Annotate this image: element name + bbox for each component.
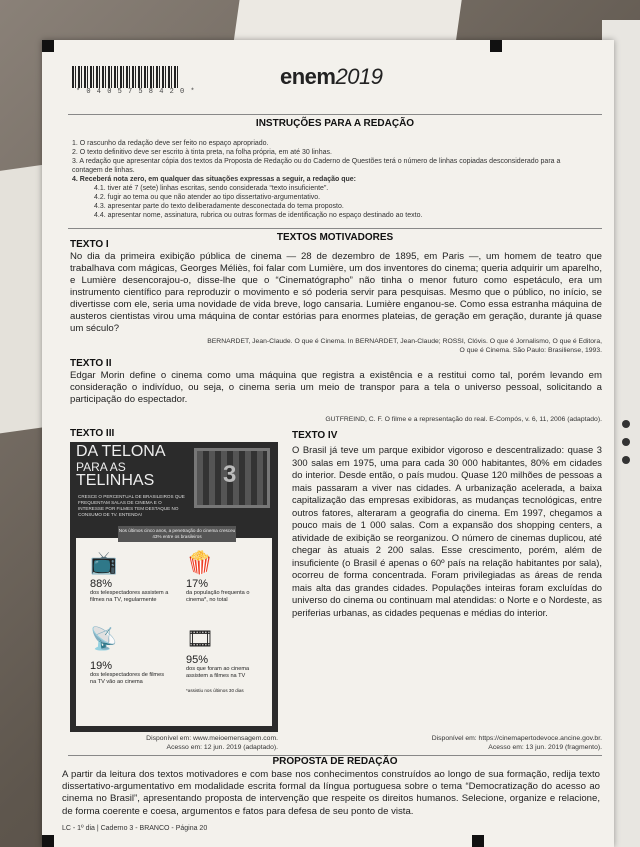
alignment-mark [42, 40, 54, 52]
texto-3-label: TEXTO III [70, 428, 115, 439]
stat-percent: 19% [90, 660, 113, 672]
tv-antenna-icon: 📡 [90, 626, 118, 651]
proposal-title: PROPOSTA DE REDAÇÃO [272, 756, 398, 767]
instruction-item: 2. O texto definitivo deve ser escrito à tinta preta, na folha própria, em até 30 linhas. [72, 149, 332, 156]
tv-icon: 📺 [90, 550, 118, 575]
texto-4-credit: Disponível em: https://cinemapertodevoce.ancine.gov.br. [431, 735, 602, 742]
stat-percent: 17% [186, 578, 209, 590]
texto-1-credit: O que é Cinema. São Paulo: Brasiliense, 1993. [459, 347, 602, 354]
instruction-subitem: 4.1. tiver até 7 (sete) linhas escritas, sendo considerada “texto insuficiente”. [94, 185, 329, 192]
instruction-subitem: 4.4. apresentar nome, assinatura, rubrica ou outras formas de identificação no espaço destinado ao texto. [94, 212, 423, 219]
instruction-item: 1. O rascunho da redação deve ser feito no espaço apropriado. [72, 140, 269, 147]
stat-percent: 95% [186, 654, 209, 666]
texto-1-credit: BERNARDET, Jean-Claude. O que é Cinema. In BERNARDET, Jean-Claude; ROSSI, Clóvis. O que é Jornalismo, O que é Editora, [207, 338, 602, 345]
popcorn-icon: 🍿 [186, 550, 214, 575]
texto-4-body: O Brasil já teve um parque exibidor vigoroso e descentralizado: quase 3 300 salas em 1975, uma para cada 30 000 habitantes, 80% em cidades do interior. Desde então, o país mudou. Quase 120 milhões de pessoas a mais passaram a viver nas cidades. A urbanização acelerada, a baixa capitalização das empresas exibidoras, as mudanças tecnológicas, entre outros fatores, alteraram a geografia do cinema. Em 1997, chegamos a pouco mais de 1 000 salas. Com a expansão dos shopping centers, a atividade de exibição se reorganizou. O número de cinemas duplicou, até chegar às atuais 2 200 salas. Esse crescimento, porém, além de insuficiente (o Brasil é apenas o 60º país na relação habitantes por sala), ocorreu de forma concentrada. Foram privilegiadas as áreas de renda mais alta das grandes cidades. Populações inteiras foram excluídas do universo do cinema ou continuam mal atendidas: o Norte e o Nordeste, as periferias urbanas, as cidades pequenas e médias do interior. [292, 444, 602, 618]
alignment-mark [490, 40, 502, 52]
infographic-note: Nos últimos cinco anos, a penetração do cinema cresceu 43% entre os brasileiros [118, 526, 236, 542]
stat-caption: dos telespectadores de filmes na TV vão ao cinema [90, 672, 165, 685]
texto-3-credit: Acesso em: 12 jun. 2019 (adaptado). [166, 744, 278, 751]
infographic-subtitle: CRESCE O PERCENTUAL DE BRASILEIROS QUE FREQUENTAM SALAS DE CINEMA E O INTERESSE POR FILMES TEM DESTAQUE NO CONSUMO DE TV. ENTENDA! [78, 494, 185, 517]
divider [68, 228, 602, 229]
infographic-title: PARA AS [76, 460, 126, 474]
texto-1-body: No dia da primeira exibição pública de cinema — 28 de dezembro de 1895, em Paris —, um homem de teatro que trabalhava com mágicas, Georges Méliès, foi falar com Lumière, um dos inventores do cinema; queria adquirir um aparelho, e Lumière desencorajou-o, disse-lhe que o “Cinematógrapho” não tinha o menor futuro como espetáculo, era um instrumento científico para reproduzir o movimento e só poderia servir para pesquisas. Mesmo que o público, no início, se divertisse com ele, seria uma novidade de vida breve, logo cansaria. Lumière enganou-se. Como essa estranha máquina de austeros cientistas virou uma máquina de contar estórias para enormes plateias, de geração em geração, durante já quase um século? [70, 251, 602, 334]
instruction-subitem: 4.2. fugir ao tema ou que não atender ao tipo dissertativo-argumentativo. [94, 194, 321, 201]
texto-1-label: TEXTO I [70, 239, 109, 250]
texto-4-credit: Acesso em: 13 jun. 2019 (fragmento). [488, 744, 602, 751]
texto-2-label: TEXTO II [70, 358, 112, 369]
film-number: 3 [223, 461, 237, 488]
logo-year: 2019 [335, 64, 383, 89]
proposal-body: A partir da leitura dos textos motivadores e com base nos conhecimentos construídos ao longo de sua formação, redija texto dissertativo-argumentativo em modalidade escrita formal da língua portuguesa sobre o tema “Democratização do acesso ao cinema no Brasil”, apresentando proposta de intervenção que respeite os direitos humanos. Selecione, organize e relacione, de forma coerente e coesa, argumentos e fatos para defesa de seu ponto de vista. [62, 769, 600, 817]
infographic-stats-panel [76, 538, 272, 726]
option-bullet [622, 438, 630, 446]
stat-caption: da população frequenta o cinema*, no total [186, 590, 250, 603]
instruction-subitem: 4.3. apresentar parte do texto deliberadamente desconectada do tema proposto. [94, 203, 344, 210]
stat-footnote: *assistiu nos últimos 30 dias [186, 688, 244, 693]
infographic-title: TELINHAS [76, 472, 155, 489]
infographic [70, 442, 278, 732]
instruction-item: 3. A redação que apresentar cópia dos textos da Proposta de Redação ou do Caderno de Questões terá o número de linhas copiadas desconsiderado para a contagem de linhas. [72, 158, 561, 174]
texto-4-label: TEXTO IV [292, 430, 338, 441]
stat-caption: dos que foram ao cinema assistem a filmes na TV [186, 666, 250, 679]
alignment-mark [42, 835, 54, 847]
alignment-mark [472, 835, 484, 847]
film-icon [194, 448, 270, 508]
texto-2-credit: GUTFREIND, C. F. O filme e a representação do real. E-Compós, v. 6, 11, 2006 (adaptado). [325, 416, 602, 423]
stat-percent: 88% [90, 578, 113, 590]
instructions-title: INSTRUÇÕES PARA A REDAÇÃO [255, 118, 415, 129]
motivating-texts-title: TEXTOS MOTIVADORES [276, 232, 394, 243]
film-icon: 🎞 [186, 626, 214, 651]
page-footer: LC - 1º dia | Caderno 3 - BRANCO - Página 20 [62, 825, 208, 832]
logo-main: enem [280, 64, 336, 89]
option-bullet [622, 420, 630, 428]
enem-logo [280, 64, 382, 90]
barcode-number: * 0 4 0 5 7 5 8 4 2 0 * [76, 88, 196, 96]
divider [68, 114, 602, 115]
instructions-list [72, 130, 592, 220]
stat-caption: dos telespectadores assistem a filmes na TV, regularmente [90, 590, 169, 603]
infographic-title: DA TELONA [76, 443, 166, 460]
option-bullet [622, 456, 630, 464]
texto-2-body: Edgar Morin define o cinema como uma máquina que registra a existência e a restitui como tal, porém levando em consideração o indivíduo, ou seja, o cinema seria um meio de transpor para a tela o universo pessoal, solicitando a participação do espectador. [70, 370, 602, 405]
barcode [72, 66, 180, 88]
texto-3-credit: Disponível em: www.meioemensagem.com. [146, 735, 278, 742]
instruction-item: 4. Receberá nota zero, em qualquer das situações expressas a seguir, a redação que: [72, 176, 357, 183]
exam-page [42, 40, 614, 847]
